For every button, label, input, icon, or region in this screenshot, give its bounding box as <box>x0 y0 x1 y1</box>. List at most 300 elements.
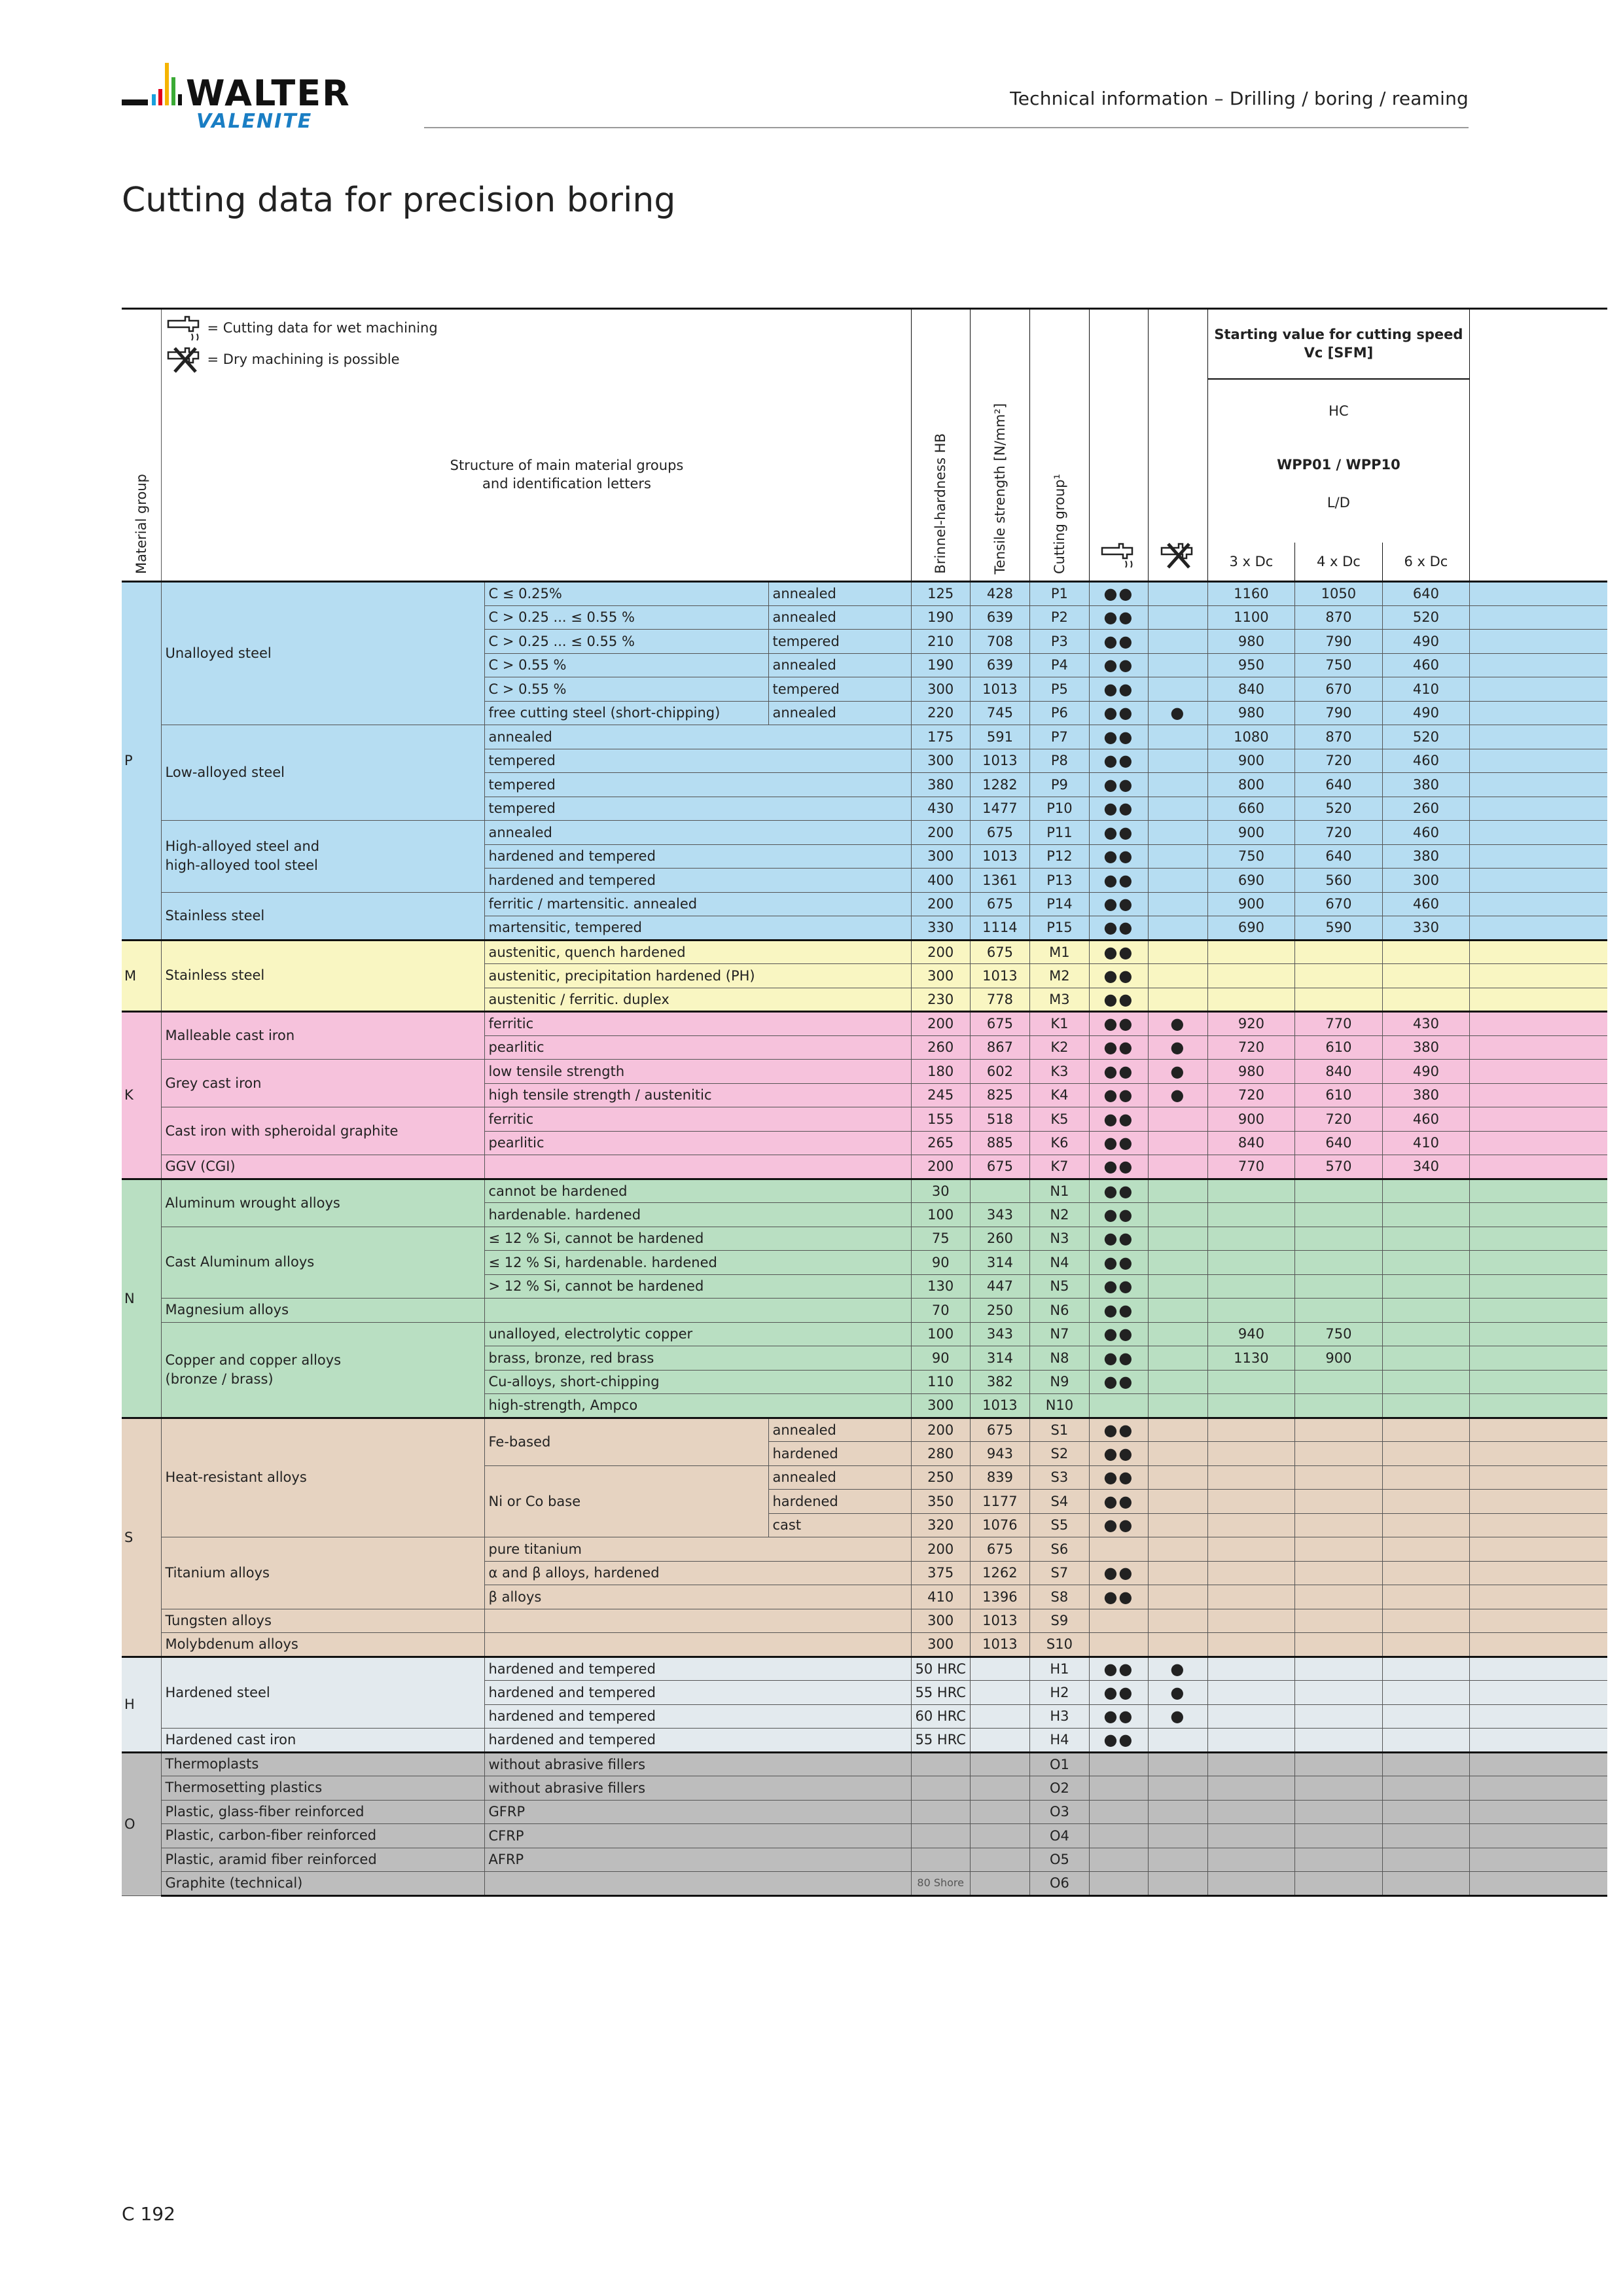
subgroup-cell: Plastic, carbon-fiber reinforced <box>161 1824 484 1848</box>
dry-column-header <box>1148 309 1207 582</box>
table-row <box>122 1800 1607 1824</box>
blank-cell <box>1469 1203 1607 1227</box>
speed-6xd-cell: 330 <box>1382 916 1469 941</box>
cutting-group-cell: P5 <box>1029 677 1089 702</box>
cutting-group-cell: S2 <box>1029 1442 1089 1466</box>
speed-3xd-cell <box>1207 1704 1294 1729</box>
condition-cell: GFRP <box>484 1800 911 1824</box>
blank-cell <box>1469 1012 1607 1036</box>
subgroup-cell: Titanium alloys <box>161 1537 484 1609</box>
dry-cell: ● <box>1148 1681 1207 1705</box>
speed-6xd-cell <box>1382 1179 1469 1203</box>
cutting-group-cell: K7 <box>1029 1155 1089 1179</box>
dry-cell <box>1148 1633 1207 1657</box>
wet-cell <box>1089 1848 1148 1872</box>
tensile-cell: 518 <box>970 1107 1029 1132</box>
speed-3xd-cell: 1160 <box>1207 582 1294 606</box>
dry-cell <box>1148 1418 1207 1442</box>
dry-cell <box>1148 1800 1207 1824</box>
speed-6xd-cell: 410 <box>1382 677 1469 702</box>
dry-cell <box>1148 916 1207 941</box>
treatment-cell: annealed <box>768 582 911 606</box>
speed-6xd-cell <box>1382 1848 1469 1872</box>
dry-cell <box>1148 1322 1207 1346</box>
subgroup-cell: Tungsten alloys <box>161 1609 484 1633</box>
blank-cell <box>1469 1370 1607 1394</box>
wet-cell <box>1089 1394 1148 1418</box>
speed-3xd-cell: 940 <box>1207 1322 1294 1346</box>
condition-cell: brass, bronze, red brass <box>484 1346 911 1371</box>
cutting-group-cell: N7 <box>1029 1322 1089 1346</box>
speed-4xd-cell <box>1294 1872 1382 1896</box>
speed-4xd-cell <box>1294 1465 1382 1490</box>
table-row <box>122 1012 1607 1036</box>
wet-cell: ●● <box>1089 844 1148 869</box>
dry-cell <box>1148 1251 1207 1275</box>
table-row <box>122 1633 1607 1657</box>
coolant-tap-icon <box>166 314 204 342</box>
table-row <box>122 1657 1607 1681</box>
dry-cell <box>1148 821 1207 845</box>
cutting-group-cell: P7 <box>1029 725 1089 749</box>
wet-cell: ●● <box>1089 1681 1148 1705</box>
dry-cell: ● <box>1148 1060 1207 1084</box>
grade-header <box>1207 379 1469 543</box>
treatment-cell: cast <box>768 1513 911 1537</box>
treatment-cell: annealed <box>768 1465 911 1490</box>
speed-3xd-cell <box>1207 1585 1294 1609</box>
tensile-cell <box>970 1848 1029 1872</box>
brinell-cell: 245 <box>911 1083 970 1107</box>
dry-cell <box>1148 797 1207 821</box>
condition-cell <box>484 1633 911 1657</box>
cutting-data-table <box>122 308 1607 1897</box>
cutting-group-cell: N3 <box>1029 1227 1089 1251</box>
cutting-group-cell: O6 <box>1029 1872 1089 1896</box>
dry-cell <box>1148 1370 1207 1394</box>
speed-6xd-cell <box>1382 1490 1469 1514</box>
speed-6xd-cell <box>1382 1537 1469 1562</box>
wet-cell: ●● <box>1089 1155 1148 1179</box>
tensile-cell <box>970 1824 1029 1848</box>
speed-3xd-cell <box>1207 988 1294 1012</box>
speed-4xd-cell <box>1294 1442 1382 1466</box>
speed-6xd-cell <box>1382 1657 1469 1681</box>
condition-cell: pearlitic <box>484 1131 911 1155</box>
blank-cell <box>1469 701 1607 725</box>
speed-3xd-cell <box>1207 1657 1294 1681</box>
blank-cell <box>1469 1752 1607 1776</box>
dry-cell <box>1148 1609 1207 1633</box>
wet-cell: ●● <box>1089 1729 1148 1753</box>
tensile-cell: 314 <box>970 1346 1029 1371</box>
brinell-cell: 300 <box>911 1394 970 1418</box>
cutting-group-cell: M2 <box>1029 964 1089 988</box>
speed-4xd-cell <box>1294 1418 1382 1442</box>
brinell-cell: 200 <box>911 821 970 845</box>
condition-cell: unalloyed, electrolytic copper <box>484 1322 911 1346</box>
condition-cell: austenitic, quench hardened <box>484 940 911 964</box>
blank-cell <box>1469 1800 1607 1824</box>
speed-4xd-cell: 870 <box>1294 605 1382 630</box>
blank-cell <box>1469 1633 1607 1657</box>
subgroup-cell: Copper and copper alloys (bronze / brass) <box>161 1322 484 1418</box>
brinell-cell: 430 <box>911 797 970 821</box>
dry-cell <box>1148 1346 1207 1371</box>
material-group-cell: S <box>122 1418 161 1657</box>
cutting-group-cell: P12 <box>1029 844 1089 869</box>
blank-cell <box>1469 582 1607 606</box>
speed-6xd-cell <box>1382 1251 1469 1275</box>
tensile-cell <box>970 1872 1029 1896</box>
cutting-group-cell: H4 <box>1029 1729 1089 1753</box>
condition-cell: ≤ 12 % Si, hardenable. hardened <box>484 1251 911 1275</box>
speed-4xd-cell <box>1294 1752 1382 1776</box>
subgroup-cell: Magnesium alloys <box>161 1299 484 1323</box>
cutting-group-cell: S9 <box>1029 1609 1089 1633</box>
blank-cell <box>1469 1537 1607 1562</box>
blank-cell <box>1469 725 1607 749</box>
blank-cell <box>1469 892 1607 916</box>
speed-4xd-cell: 720 <box>1294 821 1382 845</box>
d4-header: 4 x Dc <box>1294 543 1382 582</box>
wet-cell: ●● <box>1089 605 1148 630</box>
wet-cell: ●● <box>1089 1179 1148 1203</box>
speed-6xd-cell <box>1382 1394 1469 1418</box>
cutting-group-cell: K3 <box>1029 1060 1089 1084</box>
cutting-group-cell: P3 <box>1029 630 1089 654</box>
tensile-cell: 1477 <box>970 797 1029 821</box>
speed-4xd-cell: 590 <box>1294 916 1382 941</box>
blank-cell <box>1469 1490 1607 1514</box>
wet-cell: ●● <box>1089 773 1148 797</box>
wet-cell <box>1089 1800 1148 1824</box>
dry-cell <box>1148 1752 1207 1776</box>
condition-cell: hardened and tempered <box>484 1729 911 1753</box>
wet-cell: ●● <box>1089 1203 1148 1227</box>
wet-cell: ●● <box>1089 1299 1148 1323</box>
speed-6xd-cell <box>1382 1274 1469 1299</box>
blank-cell <box>1469 1251 1607 1275</box>
condition-cell: hardened and tempered <box>484 1681 911 1705</box>
cutting-group-cell: N6 <box>1029 1299 1089 1323</box>
tensile-cell: 885 <box>970 1131 1029 1155</box>
table-row <box>122 1179 1607 1203</box>
brinell-cell: 200 <box>911 940 970 964</box>
material-group-cell: P <box>122 582 161 941</box>
dry-cell: ● <box>1148 1083 1207 1107</box>
speed-4xd-cell: 840 <box>1294 1060 1382 1084</box>
dry-cell <box>1148 605 1207 630</box>
speed-4xd-cell: 610 <box>1294 1035 1382 1060</box>
cutting-group-cell: O5 <box>1029 1848 1089 1872</box>
speed-6xd-cell <box>1382 1729 1469 1753</box>
table-row <box>122 582 1607 606</box>
speed-4xd-cell <box>1294 1824 1382 1848</box>
tensile-cell: 675 <box>970 1155 1029 1179</box>
wet-cell: ●● <box>1089 1561 1148 1585</box>
brinell-cell: 265 <box>911 1131 970 1155</box>
speed-3xd-cell <box>1207 1418 1294 1442</box>
tensile-cell: 1013 <box>970 749 1029 773</box>
tensile-cell: 1013 <box>970 964 1029 988</box>
blank-cell <box>1469 1824 1607 1848</box>
blank-cell <box>1469 1585 1607 1609</box>
condition-cell: Ni or Co base <box>484 1465 768 1537</box>
cutting-group-cell: N5 <box>1029 1274 1089 1299</box>
blank-cell <box>1469 1394 1607 1418</box>
speed-3xd-cell <box>1207 1633 1294 1657</box>
speed-3xd-cell <box>1207 1681 1294 1705</box>
condition-cell: low tensile strength <box>484 1060 911 1084</box>
tensile-cell: 343 <box>970 1322 1029 1346</box>
treatment-cell: tempered <box>768 677 911 702</box>
table-row <box>122 1872 1607 1896</box>
brinell-cell: 220 <box>911 701 970 725</box>
grade-label: HC <box>1329 403 1349 419</box>
wet-cell: ●● <box>1089 653 1148 677</box>
subgroup-cell: Heat-resistant alloys <box>161 1418 484 1537</box>
dry-cell <box>1148 964 1207 988</box>
dry-cell: ● <box>1148 1035 1207 1060</box>
tensile-cell <box>970 1704 1029 1729</box>
speed-3xd-cell: 840 <box>1207 677 1294 702</box>
speed-3xd-cell: 660 <box>1207 797 1294 821</box>
wet-cell <box>1089 1633 1148 1657</box>
condition-cell: hardened and tempered <box>484 869 911 893</box>
speed-3xd-cell: 800 <box>1207 773 1294 797</box>
wet-cell: ●● <box>1089 1513 1148 1537</box>
condition-cell: high-strength, Ampco <box>484 1394 911 1418</box>
brinell-cell: 200 <box>911 1418 970 1442</box>
wet-cell: ●● <box>1089 1585 1148 1609</box>
ld-label: L/D <box>1327 494 1350 511</box>
table-row <box>122 1537 1607 1562</box>
blank-cell <box>1469 844 1607 869</box>
condition-cell: hardened and tempered <box>484 844 911 869</box>
wet-cell: ●● <box>1089 749 1148 773</box>
brinell-cell <box>911 1824 970 1848</box>
blank-cell <box>1469 1872 1607 1896</box>
condition-cell: austenitic / ferritic. duplex <box>484 988 911 1012</box>
dry-machining-crossed-tap-icon <box>166 346 204 373</box>
cutting-group-cell: P8 <box>1029 749 1089 773</box>
blank-cell <box>1469 1060 1607 1084</box>
brinell-cell <box>911 1752 970 1776</box>
blank-cell <box>1469 1848 1607 1872</box>
speed-4xd-cell <box>1294 1585 1382 1609</box>
tensile-cell <box>970 1729 1029 1753</box>
wet-cell: ●● <box>1089 1012 1148 1036</box>
tensile-cell: 250 <box>970 1299 1029 1323</box>
tensile-cell: 1013 <box>970 1633 1029 1657</box>
speed-6xd-cell <box>1382 1824 1469 1848</box>
brinell-cell: 260 <box>911 1035 970 1060</box>
subgroup-cell: Stainless steel <box>161 940 484 1012</box>
speed-4xd-cell <box>1294 1490 1382 1514</box>
blank-cell <box>1469 1322 1607 1346</box>
dry-cell <box>1148 653 1207 677</box>
tensile-cell: 943 <box>970 1442 1029 1466</box>
brinell-cell: 60 HRC <box>911 1704 970 1729</box>
tensile-cell <box>970 1179 1029 1203</box>
blank-cell <box>1469 869 1607 893</box>
speed-4xd-cell <box>1294 1776 1382 1801</box>
speed-3xd-cell <box>1207 1609 1294 1633</box>
speed-4xd-cell: 770 <box>1294 1012 1382 1036</box>
subgroup-cell: Thermoplasts <box>161 1752 484 1776</box>
speed-3xd-cell <box>1207 1227 1294 1251</box>
speed-3xd-cell: 950 <box>1207 653 1294 677</box>
condition-cell: annealed <box>484 725 911 749</box>
speed-4xd-cell <box>1294 1729 1382 1753</box>
brinell-cell <box>911 1776 970 1801</box>
brinell-cell: 330 <box>911 916 970 941</box>
condition-cell: AFRP <box>484 1848 911 1872</box>
speed-3xd-cell <box>1207 1776 1294 1801</box>
treatment-cell: hardened <box>768 1490 911 1514</box>
condition-cell: β alloys <box>484 1585 911 1609</box>
cutting-group-cell: N8 <box>1029 1346 1089 1371</box>
cutting-group-cell: P4 <box>1029 653 1089 677</box>
speed-3xd-cell: 840 <box>1207 1131 1294 1155</box>
speed-6xd-cell: 460 <box>1382 892 1469 916</box>
brinell-cell: 130 <box>911 1274 970 1299</box>
dry-cell <box>1148 1179 1207 1203</box>
d6-header: 6 x Dc <box>1382 543 1469 582</box>
speed-6xd-cell: 490 <box>1382 630 1469 654</box>
speed-6xd-cell: 380 <box>1382 1035 1469 1060</box>
speed-4xd-cell <box>1294 1800 1382 1824</box>
speed-4xd-cell: 640 <box>1294 1131 1382 1155</box>
dry-cell <box>1148 1227 1207 1251</box>
subgroup-cell: Plastic, glass-fiber reinforced <box>161 1800 484 1824</box>
treatment-cell: annealed <box>768 605 911 630</box>
speed-4xd-cell <box>1294 988 1382 1012</box>
tensile-cell: 675 <box>970 1418 1029 1442</box>
tensile-cell: 1013 <box>970 677 1029 702</box>
speed-6xd-cell: 260 <box>1382 797 1469 821</box>
tensile-cell: 675 <box>970 1537 1029 1562</box>
brinell-cell: 190 <box>911 653 970 677</box>
cutting-group-cell: P2 <box>1029 605 1089 630</box>
speed-3xd-cell: 900 <box>1207 1107 1294 1132</box>
brinell-header: Brinnel-hardness HB <box>911 309 970 582</box>
dry-cell <box>1148 1537 1207 1562</box>
table-row <box>122 821 1607 845</box>
wet-cell: ●● <box>1089 1035 1148 1060</box>
cutting-group-cell: K4 <box>1029 1083 1089 1107</box>
blank-cell <box>1469 1561 1607 1585</box>
legend-wet: = Cutting data for wet machining <box>166 312 907 344</box>
speed-6xd-cell: 460 <box>1382 749 1469 773</box>
tensile-cell: 1013 <box>970 1394 1029 1418</box>
structure-label: Structure of main material groups and identification letters <box>450 457 684 492</box>
walter-valenite-logo <box>122 63 397 135</box>
cutting-group-cell: N4 <box>1029 1251 1089 1275</box>
speed-4xd-cell: 1050 <box>1294 582 1382 606</box>
speed-6xd-cell: 410 <box>1382 1131 1469 1155</box>
subgroup-cell: GGV (CGI) <box>161 1155 484 1179</box>
condition-cell: C > 0.55 % <box>484 653 768 677</box>
coolant-tap-icon <box>1099 541 1137 569</box>
table-row <box>122 1824 1607 1848</box>
speed-4xd-cell <box>1294 1609 1382 1633</box>
brinell-cell: 300 <box>911 677 970 702</box>
cutting-group-cell: M3 <box>1029 988 1089 1012</box>
tensile-cell: 675 <box>970 940 1029 964</box>
tensile-cell: 839 <box>970 1465 1029 1490</box>
dry-cell <box>1148 988 1207 1012</box>
blank-cell <box>1469 1729 1607 1753</box>
blank-cell <box>1469 1131 1607 1155</box>
cutting-group-cell: N9 <box>1029 1370 1089 1394</box>
blank-cell <box>1469 1418 1607 1442</box>
condition-cell: cannot be hardened <box>484 1179 911 1203</box>
condition-cell: ≤ 12 % Si, cannot be hardened <box>484 1227 911 1251</box>
treatment-cell: hardened <box>768 1442 911 1466</box>
dry-cell <box>1148 1561 1207 1585</box>
speed-4xd-cell: 750 <box>1294 653 1382 677</box>
tensile-cell: 675 <box>970 892 1029 916</box>
speed-6xd-cell <box>1382 1752 1469 1776</box>
speed-6xd-cell: 460 <box>1382 1107 1469 1132</box>
tensile-cell <box>970 1776 1029 1801</box>
wet-cell <box>1089 1872 1148 1896</box>
table-row <box>122 1609 1607 1633</box>
blank-cell <box>1469 1179 1607 1203</box>
condition-cell: ferritic <box>484 1012 911 1036</box>
cutting-group-cell: S3 <box>1029 1465 1089 1490</box>
condition-cell: ferritic / martensitic. annealed <box>484 892 911 916</box>
table-row <box>122 1322 1607 1346</box>
cutting-group-cell: K1 <box>1029 1012 1089 1036</box>
dry-cell <box>1148 749 1207 773</box>
structure-header <box>161 309 911 582</box>
speed-3xd-cell <box>1207 964 1294 988</box>
blank-cell <box>1469 1776 1607 1801</box>
condition-cell: martensitic, tempered <box>484 916 911 941</box>
cutting-group-cell: K6 <box>1029 1131 1089 1155</box>
brinell-cell: 180 <box>911 1060 970 1084</box>
subgroup-cell: Grey cast iron <box>161 1060 484 1107</box>
wet-cell: ●● <box>1089 1657 1148 1681</box>
subgroup-cell: Hardened steel <box>161 1657 484 1729</box>
brinell-cell: 90 <box>911 1251 970 1275</box>
dry-cell <box>1148 1585 1207 1609</box>
tensile-cell: 745 <box>970 701 1029 725</box>
speed-6xd-cell <box>1382 1322 1469 1346</box>
speed-4xd-cell <box>1294 1848 1382 1872</box>
wet-column-header <box>1089 309 1148 582</box>
tensile-cell: 778 <box>970 988 1029 1012</box>
speed-4xd-cell: 670 <box>1294 892 1382 916</box>
speed-6xd-cell <box>1382 1513 1469 1537</box>
condition-cell: annealed <box>484 821 911 845</box>
table-row <box>122 1299 1607 1323</box>
blank-cell <box>1469 1657 1607 1681</box>
condition-cell: tempered <box>484 797 911 821</box>
blank-cell <box>1469 1442 1607 1466</box>
cutting-group-cell: P14 <box>1029 892 1089 916</box>
dry-cell <box>1148 1465 1207 1490</box>
speed-4xd-cell <box>1294 1251 1382 1275</box>
speed-6xd-cell <box>1382 1561 1469 1585</box>
condition-cell: C > 0.25 ... ≤ 0.55 % <box>484 630 768 654</box>
dry-cell <box>1148 1131 1207 1155</box>
brinell-cell: 200 <box>911 1012 970 1036</box>
subgroup-cell: Malleable cast iron <box>161 1012 484 1060</box>
